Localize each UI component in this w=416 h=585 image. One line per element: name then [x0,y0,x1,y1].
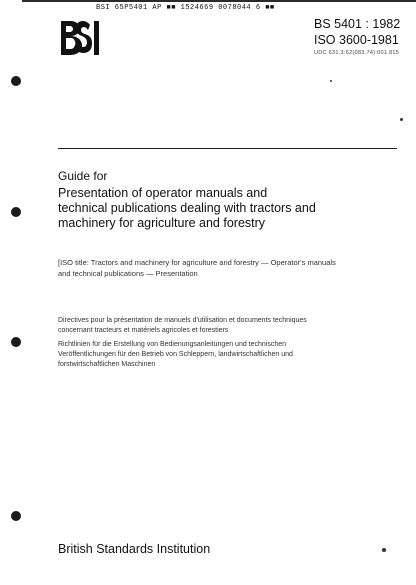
german-title-line: Richtlinien für die Erstellung von Bedienungsanleitungen und technischen [58,341,287,348]
scan-edge-line [22,0,416,2]
french-title-line: Directives pour la présentation de manuels d'utilisation et documents techniques [58,317,307,324]
title-line: technical publications dealing with tractors and [58,201,316,215]
iso-title-line: and technical publications — Presentation [58,268,198,278]
print-header-line: BSI 65P5401 AP ■■ 1524669 0078044 6 ■■ [96,4,275,12]
french-title-line: concernant tracteurs et matériels agricoles et forestiers [58,327,229,334]
title-line: machinery for agriculture and forestry [58,216,266,230]
standard-number-iso: ISO 3600-1981 [314,33,399,47]
scan-speck [400,118,403,121]
punch-hole [11,337,21,347]
iso-title-note [58,258,358,279]
title-line: Presentation of operator manuals and [58,186,268,200]
publisher-name: British Standards Institution [58,542,211,556]
document-title [58,186,358,231]
iso-title-line: [ISO title: Tractors and machinery for agriculture and forestry — Operator's manuals [58,258,336,267]
scan-speck [330,80,332,82]
divider-rule [58,148,397,149]
punch-hole [11,76,21,86]
french-title [58,316,358,336]
german-title-line: forstwirtschaftlichen Maschinen [58,361,156,368]
bsi-logo [58,18,102,58]
punch-hole [11,511,21,521]
german-title-line: Veröffentlichungen für den Betrieb von Schleppern, landwirtschaftlichen und [58,351,293,358]
udc-classification: UDC 631.3:62(083.74):001.815 [314,50,400,56]
guide-for-label: Guide for [58,169,108,183]
standard-number-bs: BS 5401 : 1982 [314,17,401,31]
scan-speck [382,548,386,552]
punch-hole [11,207,21,217]
german-title [58,340,338,370]
